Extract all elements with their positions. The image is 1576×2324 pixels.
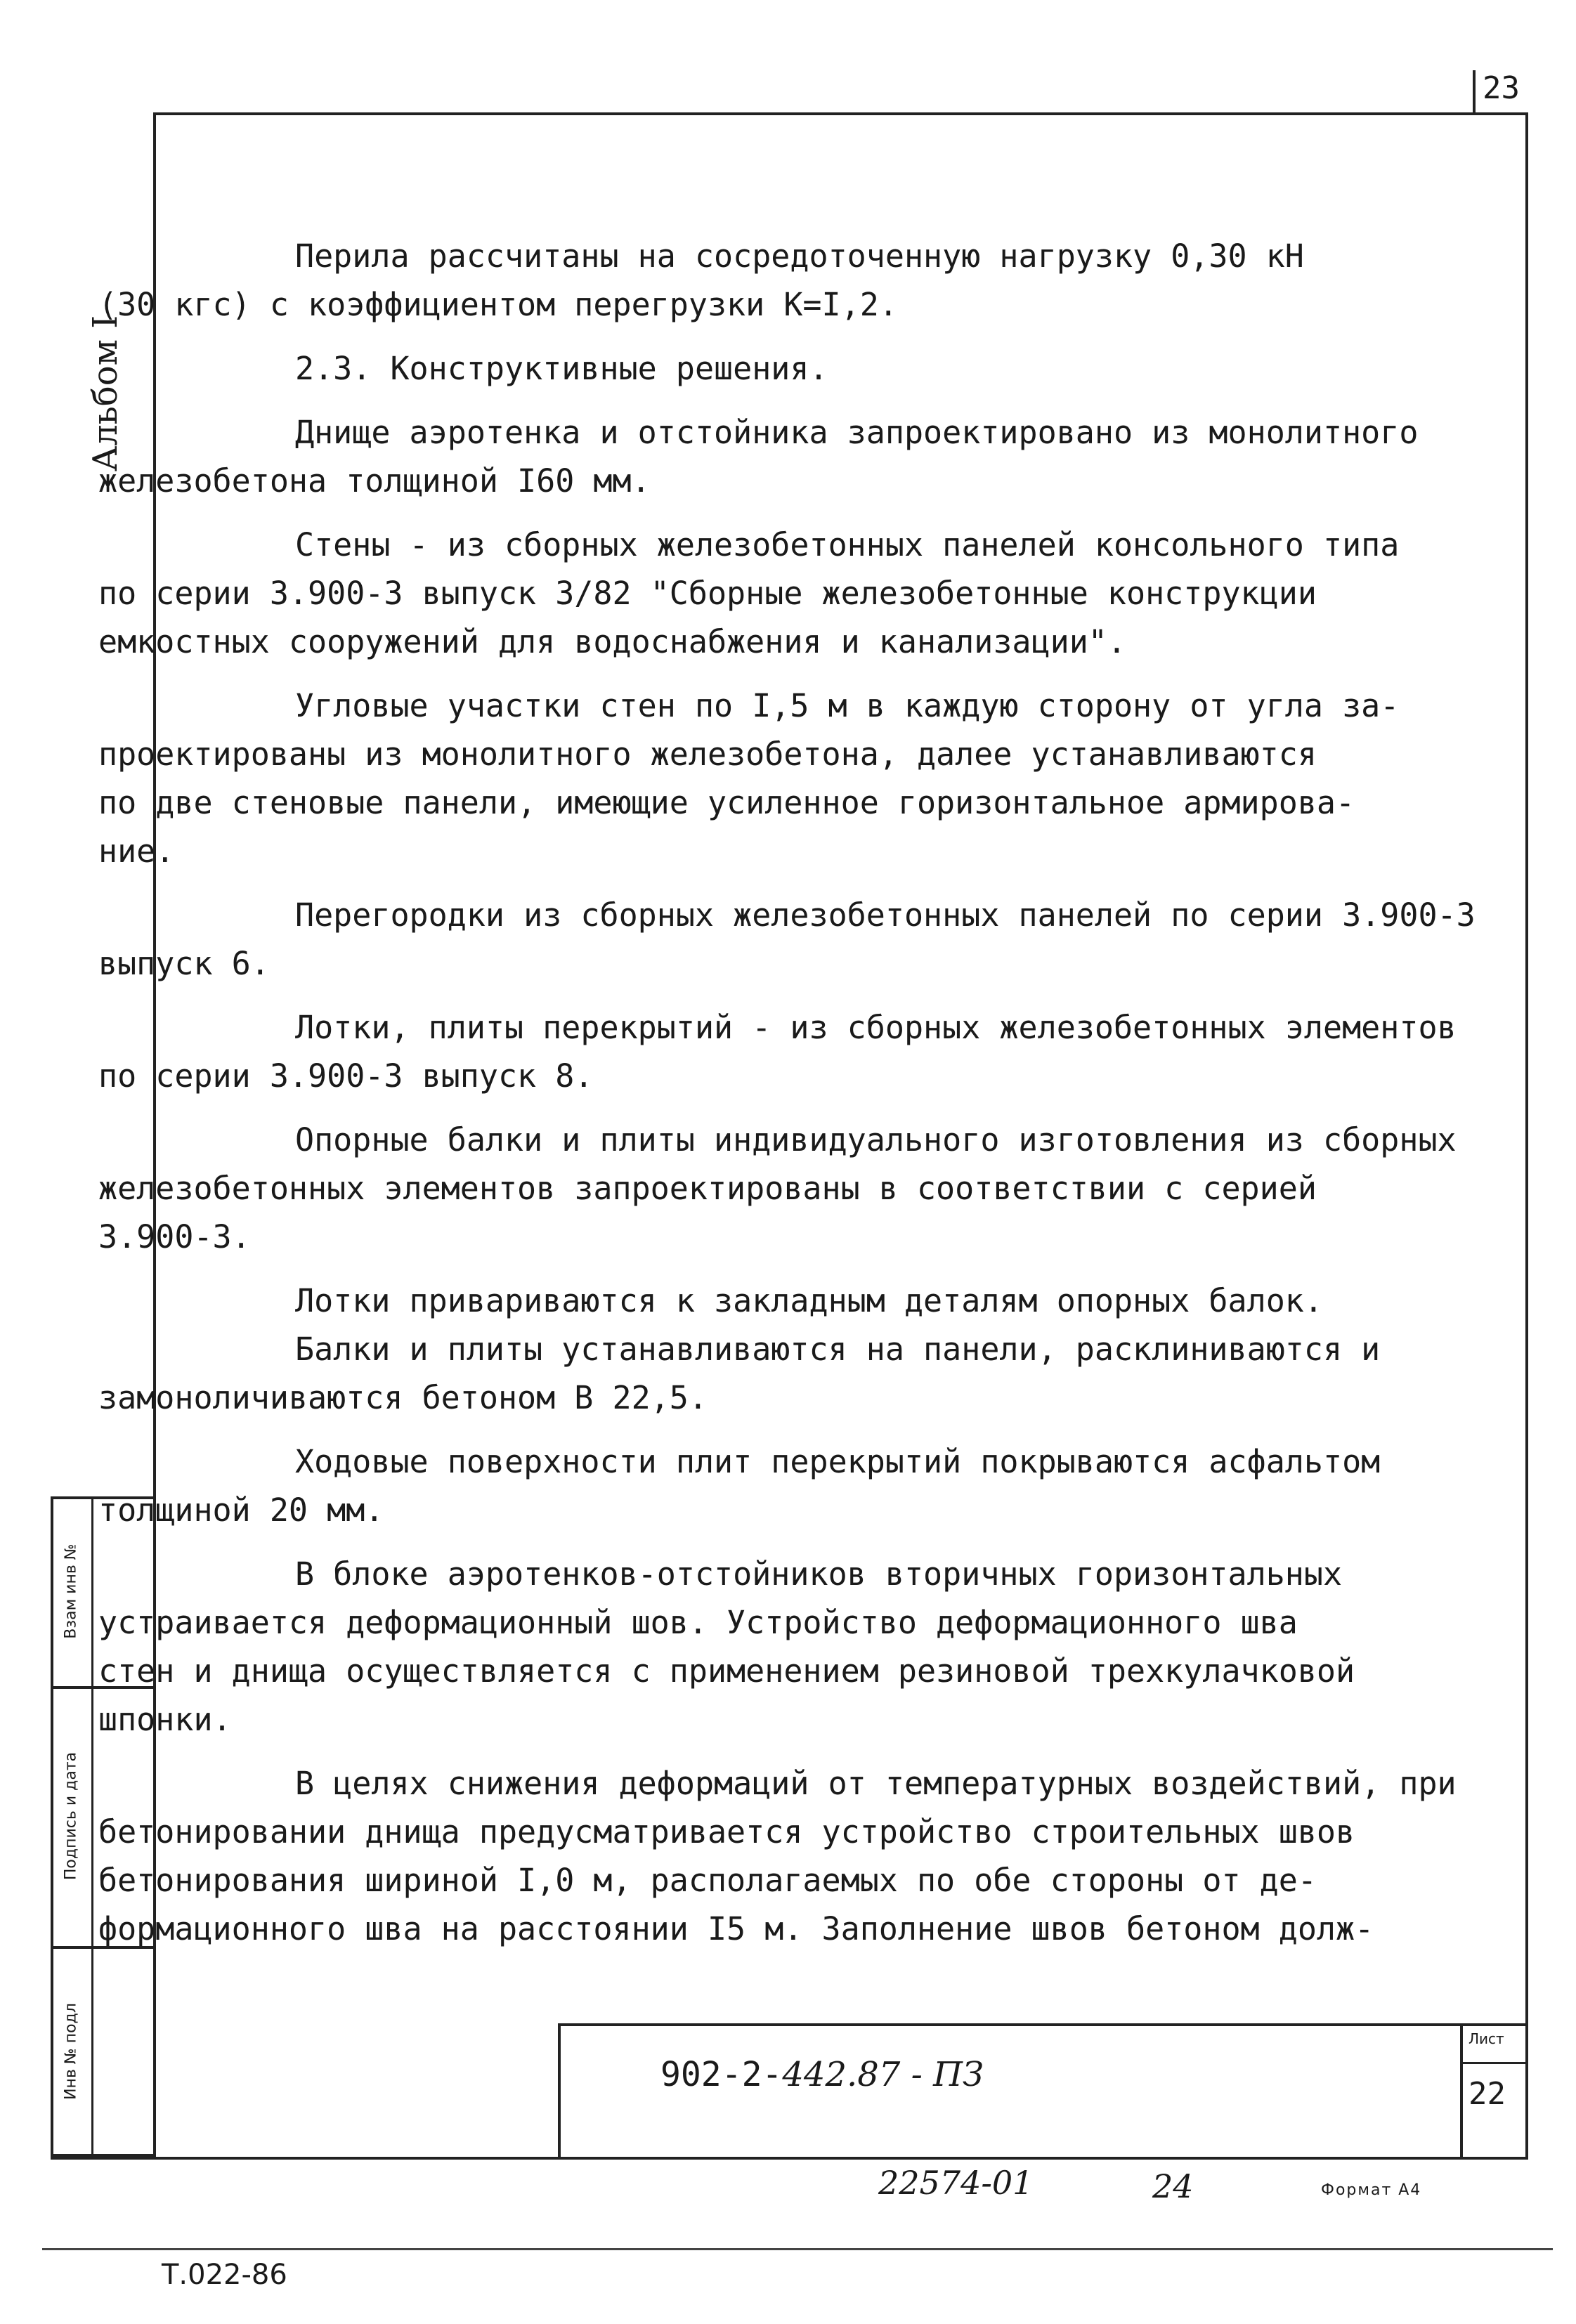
inventory-number: 22574-01 <box>878 2164 1034 2202</box>
bottom-rule <box>42 2248 1553 2250</box>
paragraph-walls: Стены - из сборных железобетонных панелей консольного типа по серии 3.900-3 выпуск 3/82 "Сборные железобетонные конструкции емкостных сооружений для водоснабжения и канализации". <box>98 526 1400 660</box>
page-number: 23 <box>1483 70 1520 106</box>
page-number-divider <box>1473 70 1476 112</box>
stamp-replaced-inv: Взам инв № <box>62 1543 80 1639</box>
paragraph-partitions: Перегородки из сборных железобетонных панелей по серии 3.900-3 выпуск 6. <box>98 896 1476 982</box>
paragraph-welding: Лотки привариваются к закладным деталям опорных балок. <box>295 1282 1323 1319</box>
handwritten-sheet-number: 24 <box>1152 2167 1194 2205</box>
paragraph-concreting: В целях снижения деформаций от температурных воздействий, при бетонировании днища предусматривается устройство строительных швов бетонирования шириной I,0 м, располагаемых по обе стороны от де- формационного шва на расстоянии I5 м. Заполнение швов бетоном долж- <box>98 1765 1457 1947</box>
sheet-label: Лист <box>1468 2030 1504 2047</box>
document-code: 902-2-442.87 - ПЗ <box>660 2055 984 2094</box>
paragraph-installation: Балки и плиты устанавливаются на панели, расклиниваются и замоноличиваются бетоном В 22,5. <box>98 1331 1381 1416</box>
paragraph-asphalt: Ходовые поверхности плит перекрытий покрываются асфальтом толщиной 20 мм. <box>98 1443 1381 1529</box>
frame-right-border <box>1525 112 1528 2157</box>
section-heading: 2.3. Конструктивные решения. <box>295 350 828 387</box>
paragraph-bottom: Днище аэротенка и отстойника запроектировано из монолитного железобетона толщиной I60 мм. <box>98 414 1419 500</box>
stamp-row-separator <box>51 1686 153 1689</box>
paragraph-railing-load: Перила рассчитаны на сосредоточенную нагрузку 0,30 кН (30 кгс) с коэффициентом перегрузки К=I,2. <box>98 237 1304 323</box>
sheet-number: 22 <box>1468 2076 1506 2112</box>
stamp-original-inv: Инв № подл <box>62 2003 80 2100</box>
paragraph-beams: Опорные балки и плиты индивидуального изготовления из сборных железобетонных элементов запроектированы в соответствии с серией 3.900-3. <box>98 1121 1457 1255</box>
stamp-signature-date: Подпись и дата <box>62 1751 80 1881</box>
title-block-divider <box>1460 2023 1463 2157</box>
album-label: Альбом I <box>86 315 125 472</box>
title-block-sheet-divider <box>1460 2062 1528 2064</box>
paragraph-trays: Лотки, плиты перекрытий - из сборных железобетонных элементов по серии 3.900-3 выпуск 8. <box>98 1009 1457 1095</box>
format-label: Формат А4 <box>1321 2181 1422 2199</box>
stamp-divider <box>91 1496 93 2157</box>
paragraph-corners: Угловые участки стен по I,5 м в каждую сторону от угла за- проектированы из монолитного железобетона, далее устанавливаются по две стеновые панели, имеющие усиленное горизонтальное армирова- ние. <box>98 687 1400 870</box>
stamp-row-separator <box>51 1946 153 1949</box>
frame-top-border <box>153 112 1528 115</box>
form-code: Т.022-86 <box>162 2259 287 2291</box>
frame-bottom-border <box>51 2157 1528 2160</box>
paragraph-joint: В блоке аэротенков-отстойников вторичных горизонтальных устраивается деформационный шов. Устройство деформационного шва стен и днища осуществляется с применением резиновой трехкулачковой шпонки. <box>98 1555 1355 1738</box>
